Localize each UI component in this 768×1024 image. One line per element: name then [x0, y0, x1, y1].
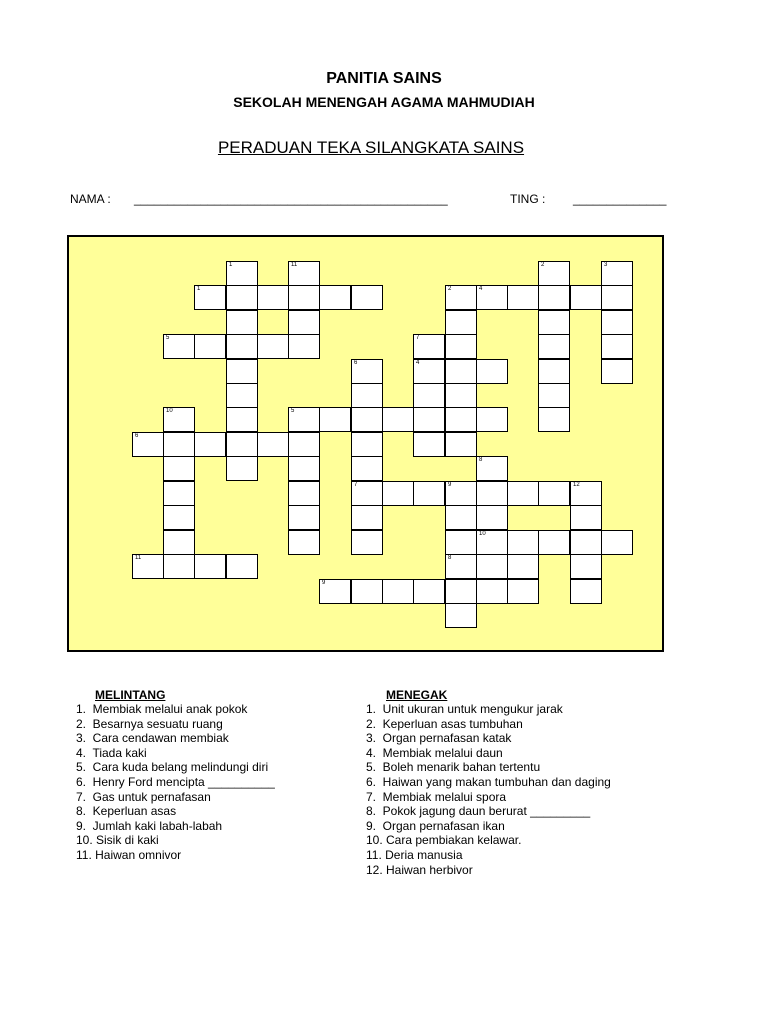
crossword-cell[interactable] — [382, 579, 414, 604]
clue-number: 1 — [197, 286, 201, 292]
crossword-cell[interactable] — [413, 579, 445, 604]
crossword-cell[interactable] — [257, 432, 289, 457]
across-heading: MELINTANG — [95, 688, 166, 702]
clue-number: 8 — [448, 555, 452, 561]
contest-title: PERADUAN TEKA SILANGKATA SAINS — [217, 138, 525, 157]
crossword-cell[interactable] — [445, 383, 477, 408]
crossword-cell[interactable] — [570, 579, 602, 604]
crossword-cell[interactable] — [288, 456, 320, 481]
crossword-cell[interactable] — [163, 481, 195, 506]
crossword-cell[interactable] — [319, 285, 351, 310]
form-level-field[interactable]: ______________ — [573, 192, 667, 206]
crossword-cell[interactable] — [601, 310, 633, 335]
crossword-cell[interactable] — [538, 530, 570, 555]
crossword-cell[interactable] — [445, 481, 477, 506]
name-label: NAMA : — [70, 192, 111, 206]
crossword-cell[interactable] — [507, 530, 539, 555]
down-clue: 9. Organ pernafasan ikan — [366, 818, 505, 833]
across-clue: 1. Membiak melalui anak pokok — [76, 702, 248, 716]
crossword-cell[interactable] — [382, 481, 414, 506]
crossword-cell[interactable] — [163, 554, 195, 579]
crossword-cell[interactable] — [476, 456, 508, 481]
crossword-cell[interactable] — [570, 530, 602, 555]
crossword-cell[interactable] — [163, 530, 195, 555]
clue-number: 12 — [573, 482, 580, 488]
across-clue: 6. Henry Ford mencipta __________ — [76, 774, 275, 789]
across-clue: 7. Gas untuk pernafasan — [76, 789, 211, 804]
crossword-cell[interactable] — [226, 310, 258, 335]
down-clue: 11. Deria manusia — [366, 847, 463, 862]
crossword-cell[interactable] — [163, 456, 195, 481]
crossword-cell[interactable] — [413, 432, 445, 457]
crossword-puzzle — [67, 235, 664, 652]
crossword-cell[interactable] — [538, 407, 570, 432]
across-clue: 9. Jumlah kaki labah-labah — [76, 818, 223, 833]
crossword-cell[interactable] — [507, 481, 539, 506]
clue-number: 10 — [166, 408, 173, 414]
crossword-cell[interactable] — [319, 407, 351, 432]
crossword-cell[interactable] — [445, 603, 477, 628]
crossword-cell[interactable] — [194, 334, 226, 359]
crossword-cell[interactable] — [319, 579, 351, 604]
crossword-cell[interactable] — [445, 359, 477, 384]
clue-number: 9 — [448, 482, 452, 488]
crossword-cell[interactable] — [570, 285, 602, 310]
crossword-cell[interactable] — [601, 285, 633, 310]
crossword-cell[interactable] — [351, 359, 383, 384]
crossword-cell[interactable] — [288, 261, 320, 286]
crossword-cell[interactable] — [445, 285, 477, 310]
crossword-cell[interactable] — [445, 530, 477, 555]
down-clue: 8. Pokok jagung daun berurat _________ — [366, 804, 591, 819]
crossword-cell[interactable] — [163, 505, 195, 530]
crossword-cell[interactable] — [351, 407, 383, 432]
crossword-cell[interactable] — [288, 334, 320, 359]
crossword-cell[interactable] — [476, 530, 508, 555]
crossword-cell[interactable] — [601, 261, 633, 286]
crossword-cell[interactable] — [194, 432, 226, 457]
crossword-cell[interactable] — [226, 261, 258, 286]
crossword-cell[interactable] — [288, 285, 320, 310]
crossword-cell[interactable] — [351, 456, 383, 481]
crossword-cell[interactable] — [476, 554, 508, 579]
crossword-cell[interactable] — [445, 505, 477, 530]
across-clue-list — [76, 702, 275, 863]
crossword-cell[interactable] — [351, 285, 383, 310]
crossword-cell[interactable] — [445, 334, 477, 359]
crossword-cell[interactable] — [226, 383, 258, 408]
crossword-cell[interactable] — [570, 481, 602, 506]
crossword-cell[interactable] — [257, 334, 289, 359]
crossword-cell[interactable] — [538, 334, 570, 359]
crossword-cell[interactable] — [132, 432, 164, 457]
across-clue: 2. Besarnya sesuatu ruang — [76, 716, 223, 731]
down-clue: 6. Haiwan yang makan tumbuhan dan daging — [366, 774, 611, 789]
clue-number: 8 — [479, 457, 483, 463]
crossword-cell[interactable] — [538, 310, 570, 335]
crossword-cell[interactable] — [288, 481, 320, 506]
clue-number: 7 — [416, 335, 420, 341]
clue-number: 11 — [291, 262, 298, 268]
crossword-cell[interactable] — [351, 579, 383, 604]
down-clue: 7. Membiak melalui spora — [366, 789, 507, 804]
crossword-cell[interactable] — [351, 432, 383, 457]
crossword-cell[interactable] — [226, 407, 258, 432]
down-clue: 12. Haiwan herbivor — [366, 862, 473, 877]
crossword-cell[interactable] — [288, 407, 320, 432]
clue-number: 10 — [479, 531, 486, 537]
form-level-label: TING : — [510, 192, 546, 206]
crossword-cell[interactable] — [445, 554, 477, 579]
crossword-cell[interactable] — [413, 481, 445, 506]
crossword-cell[interactable] — [507, 579, 539, 604]
across-clue: 10. Sisik di kaki — [76, 833, 159, 848]
crossword-cell[interactable] — [538, 481, 570, 506]
crossword-cell[interactable] — [570, 554, 602, 579]
clue-number: 5 — [291, 408, 295, 414]
across-clue: 3. Cara cendawan membiak — [76, 731, 229, 746]
crossword-cell[interactable] — [476, 359, 508, 384]
clue-number: 5 — [166, 335, 170, 341]
crossword-cell[interactable] — [538, 261, 570, 286]
crossword-cell[interactable] — [476, 407, 508, 432]
crossword-cell[interactable] — [601, 359, 633, 384]
down-clue: 10. Cara pembiakan kelawar. — [366, 833, 522, 848]
clue-number: 1 — [229, 262, 233, 268]
crossword-cell[interactable] — [538, 359, 570, 384]
clue-number: 11 — [135, 555, 142, 561]
crossword-cell[interactable] — [257, 285, 289, 310]
crossword-cell[interactable] — [601, 530, 633, 555]
crossword-cell[interactable] — [288, 432, 320, 457]
crossword-cell[interactable] — [226, 334, 258, 359]
crossword-cell[interactable] — [382, 407, 414, 432]
clue-number: 9 — [322, 580, 326, 586]
crossword-cell[interactable] — [538, 285, 570, 310]
across-clue: 5. Cara kuda belang melindungi diri — [76, 760, 269, 775]
down-clue-list — [366, 702, 611, 877]
crossword-cell[interactable] — [413, 407, 445, 432]
crossword-cell[interactable] — [351, 530, 383, 555]
crossword-cell[interactable] — [507, 285, 539, 310]
crossword-cell[interactable] — [351, 505, 383, 530]
crossword-cell[interactable] — [351, 481, 383, 506]
crossword-cell[interactable] — [226, 285, 258, 310]
down-clue: 3. Organ pernafasan katak — [366, 731, 512, 746]
crossword-cell[interactable] — [413, 334, 445, 359]
crossword-cell[interactable] — [163, 334, 195, 359]
crossword-cell[interactable] — [445, 432, 477, 457]
down-clue: 4. Membiak melalui daun — [366, 745, 503, 760]
crossword-cell[interactable] — [288, 505, 320, 530]
crossword-cell[interactable] — [132, 554, 164, 579]
crossword-cell[interactable] — [538, 383, 570, 408]
crossword-cell[interactable] — [601, 334, 633, 359]
crossword-cell[interactable] — [413, 359, 445, 384]
crossword-cell[interactable] — [288, 530, 320, 555]
crossword-cell[interactable] — [163, 432, 195, 457]
crossword-cell[interactable] — [476, 285, 508, 310]
clue-number: 4 — [479, 286, 483, 292]
crossword-cell[interactable] — [476, 481, 508, 506]
crossword-cell[interactable] — [226, 359, 258, 384]
clue-number: 6 — [135, 433, 139, 439]
crossword-cell[interactable] — [445, 579, 477, 604]
crossword-cell[interactable] — [163, 407, 195, 432]
crossword-cell[interactable] — [288, 310, 320, 335]
page-title: PANITIA SAINS — [326, 70, 442, 87]
crossword-cell[interactable] — [476, 505, 508, 530]
across-clue: 4. Tiada kaki — [76, 745, 147, 760]
crossword-cell[interactable] — [194, 285, 226, 310]
clue-number: 2 — [541, 262, 545, 268]
down-heading: MENEGAK — [386, 688, 448, 702]
across-clue: 11. Haiwan omnivor — [76, 847, 182, 862]
crossword-cell[interactable] — [194, 554, 226, 579]
crossword-cell[interactable] — [413, 383, 445, 408]
clue-number: 2 — [448, 286, 452, 292]
down-clue: 1. Unit ukuran untuk mengukur jarak — [366, 702, 563, 716]
across-clue: 8. Keperluan asas — [76, 804, 177, 819]
crossword-cell[interactable] — [507, 554, 539, 579]
crossword-cell[interactable] — [476, 579, 508, 604]
down-clue: 5. Boleh menarik bahan tertentu — [366, 760, 541, 775]
crossword-cell[interactable] — [226, 456, 258, 481]
clue-number: 7 — [354, 482, 358, 488]
clue-number: 4 — [416, 360, 420, 366]
down-clue: 2. Keperluan asas tumbuhan — [366, 716, 523, 731]
crossword-cell[interactable] — [570, 505, 602, 530]
name-field[interactable]: _______________________________________________ — [134, 192, 448, 206]
crossword-cell[interactable] — [445, 310, 477, 335]
crossword-cell[interactable] — [226, 554, 258, 579]
crossword-cell[interactable] — [351, 383, 383, 408]
crossword-cell[interactable] — [445, 407, 477, 432]
clue-number: 6 — [354, 360, 358, 366]
crossword-cell[interactable] — [226, 432, 258, 457]
clue-number: 3 — [604, 262, 608, 268]
school-name: SEKOLAH MENENGAH AGAMA MAHMUDIAH — [233, 94, 535, 110]
